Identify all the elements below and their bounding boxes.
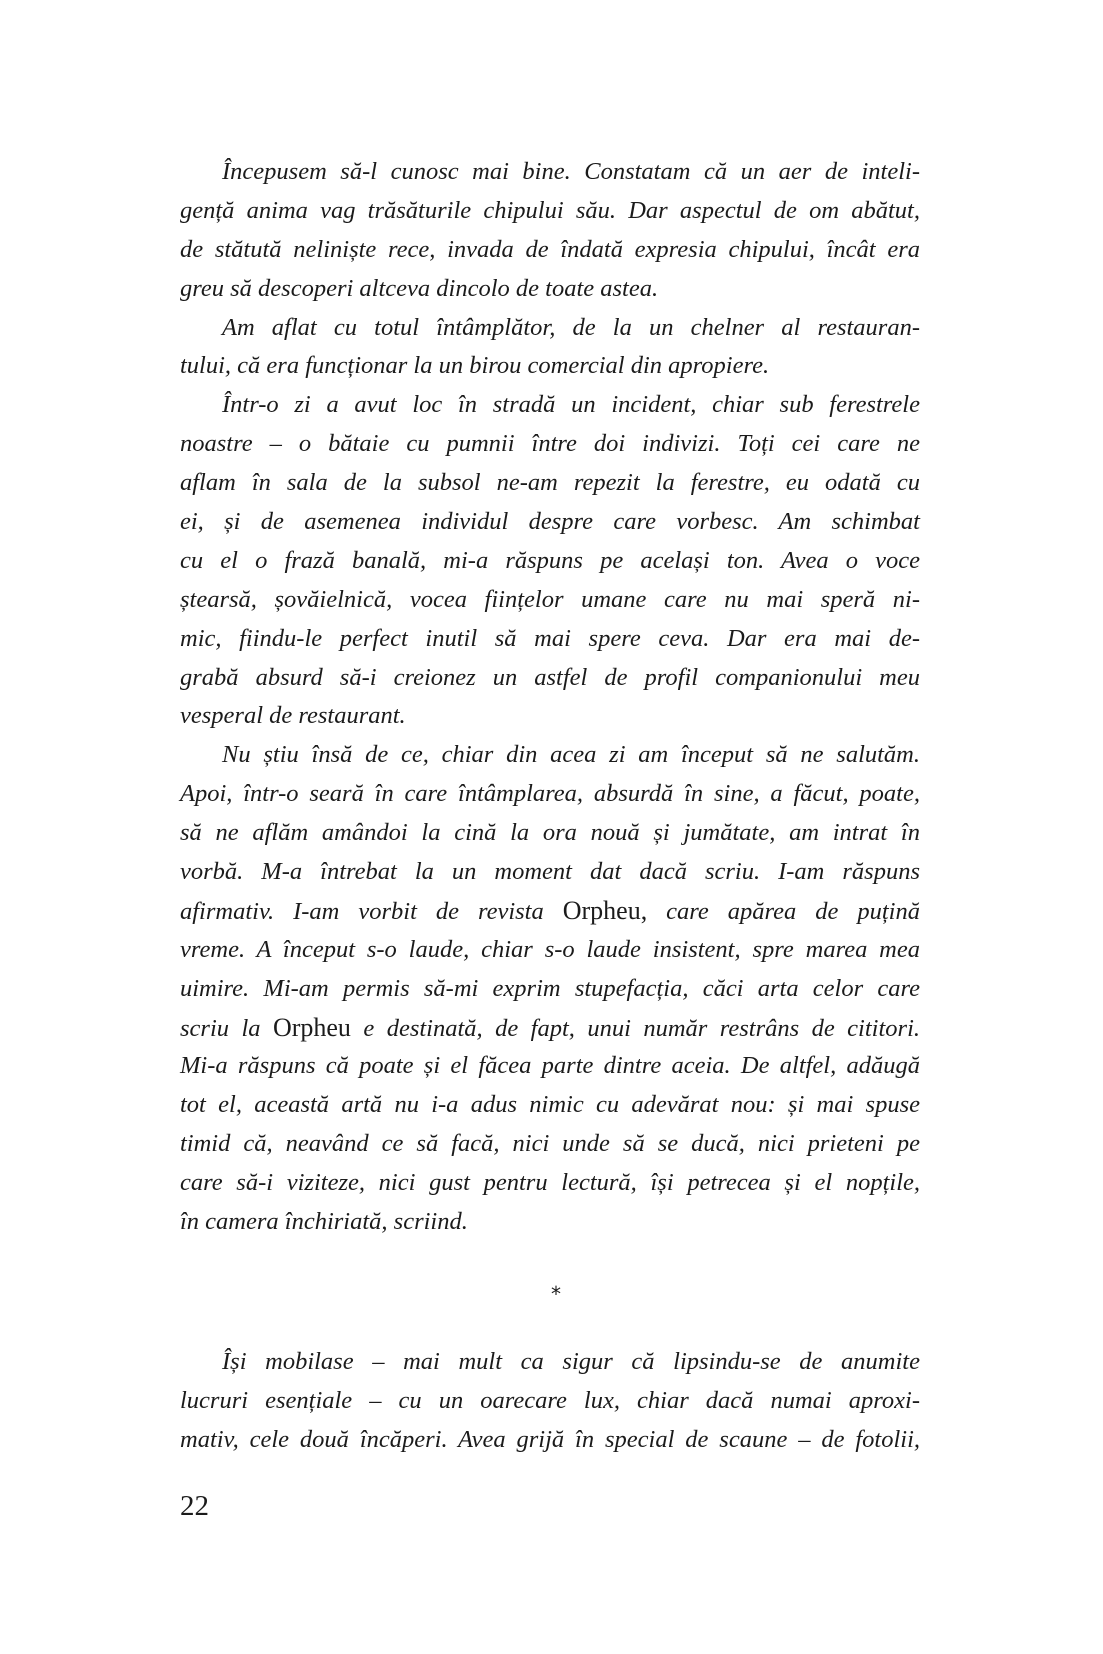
text-line: aflam în sala de la subsol ne-am repezit la ferestre, eu odată cu xyxy=(180,469,920,497)
text-line: vesperal de restaurant. xyxy=(180,702,406,730)
text-line xyxy=(180,1009,920,1048)
text-line: timid că, neavând ce să facă, nici unde să se ducă, nici prieteni pe xyxy=(180,1130,920,1158)
text-line: Începusem să-l cunosc mai bine. Constatam că un aer de inteli- xyxy=(222,158,920,185)
text-line: care să-i viziteze, nici gust pentru lectură, își petrecea și el nopțile, xyxy=(180,1169,920,1197)
text-segment: e destinată, de fapt, unui număr restrâns de cititori. xyxy=(350,1014,921,1042)
text-block-main xyxy=(180,153,920,1242)
text-line: uimire. Mi-am permis să-mi exprim stupefacția, căci arta celor care xyxy=(180,974,920,1002)
text-segment: care apărea de puțină xyxy=(647,897,920,925)
text-line: vorbă. M-a întrebat la un moment dat dacă scriu. I-am răspuns xyxy=(180,858,920,886)
text-line: greu să descoperi altceva dincolo de toate astea. xyxy=(180,274,659,302)
text-line: grabă absurd să-i creionez un astfel de profil companionului meu xyxy=(180,663,920,691)
text-line: Într-o zi a avut loc în stradă un incident, chiar sub ferestrele xyxy=(222,391,920,419)
text-line: să ne aflăm amândoi la cină la ora nouă și jumătate, am intrat în xyxy=(180,819,920,847)
text-line: lucruri esențiale – cu un oarecare lux, chiar dacă numai aproxi- xyxy=(180,1386,920,1414)
text-line: în camera închiriată, scriind. xyxy=(180,1208,468,1236)
text-line: ei, și de asemenea individul despre care vorbesc. Am schimbat xyxy=(180,508,920,536)
text-line: gență anima vag trăsăturile chipului său. Dar aspectul de om abătut, xyxy=(180,196,920,224)
text-line: tului, că era funcționar la un birou comercial din apropiere. xyxy=(180,352,770,380)
journal-title: Orpheu xyxy=(272,1012,351,1042)
text-line: ștearsă, șovăielnică, vocea ființelor umane care nu mai speră ni- xyxy=(180,585,920,613)
text-line: vreme. A început s-o laude, chiar s-o laude insistent, spre marea mea xyxy=(180,935,920,963)
text-line: Mi-a răspuns că poate și el făcea parte dintre aceia. De altfel, adăugă xyxy=(180,1052,920,1080)
text-segment: scriu la xyxy=(180,1014,273,1042)
text-segment: afirmativ. I-am vorbit de revista xyxy=(180,897,563,925)
text-line: tot el, această artă nu i-a adus nimic cu adevărat nou: și mai spuse xyxy=(180,1091,920,1119)
text-line: de stătută neliniște rece, invada de îndată expresia chipului, încât era xyxy=(180,235,920,263)
text-line: Apoi, într-o seară în care întâmplarea, absurdă în sine, a făcut, poate, xyxy=(180,780,920,808)
text-line: mic, fiindu-le perfect inutil să mai spere ceva. Dar era mai de- xyxy=(180,624,920,652)
text-line: Am aflat cu totul întâmplător, de la un chelner al restauran- xyxy=(222,313,920,341)
text-line: Nu știu însă de ce, chiar din acea zi am început să ne salutăm. xyxy=(222,741,920,769)
text-line: noastre – o bătaie cu pumnii între doi indivizi. Toți cei care ne xyxy=(180,430,920,458)
text-line: cu el o frază banală, mi-a răspuns pe același ton. Avea o voce xyxy=(180,546,920,574)
page-number: 22 xyxy=(180,1490,209,1522)
text-line: Își mobilase – mai mult ca sigur că lipsindu-se de anumite xyxy=(222,1348,920,1375)
text-line: mativ, cele două încăperi. Avea grijă în special de scaune – de fotolii, xyxy=(180,1425,920,1453)
section-separator-asterisk: * xyxy=(551,1282,561,1306)
journal-title: Orpheu, xyxy=(562,895,648,925)
text-block-next-section xyxy=(180,1343,920,1460)
text-line xyxy=(180,892,920,931)
